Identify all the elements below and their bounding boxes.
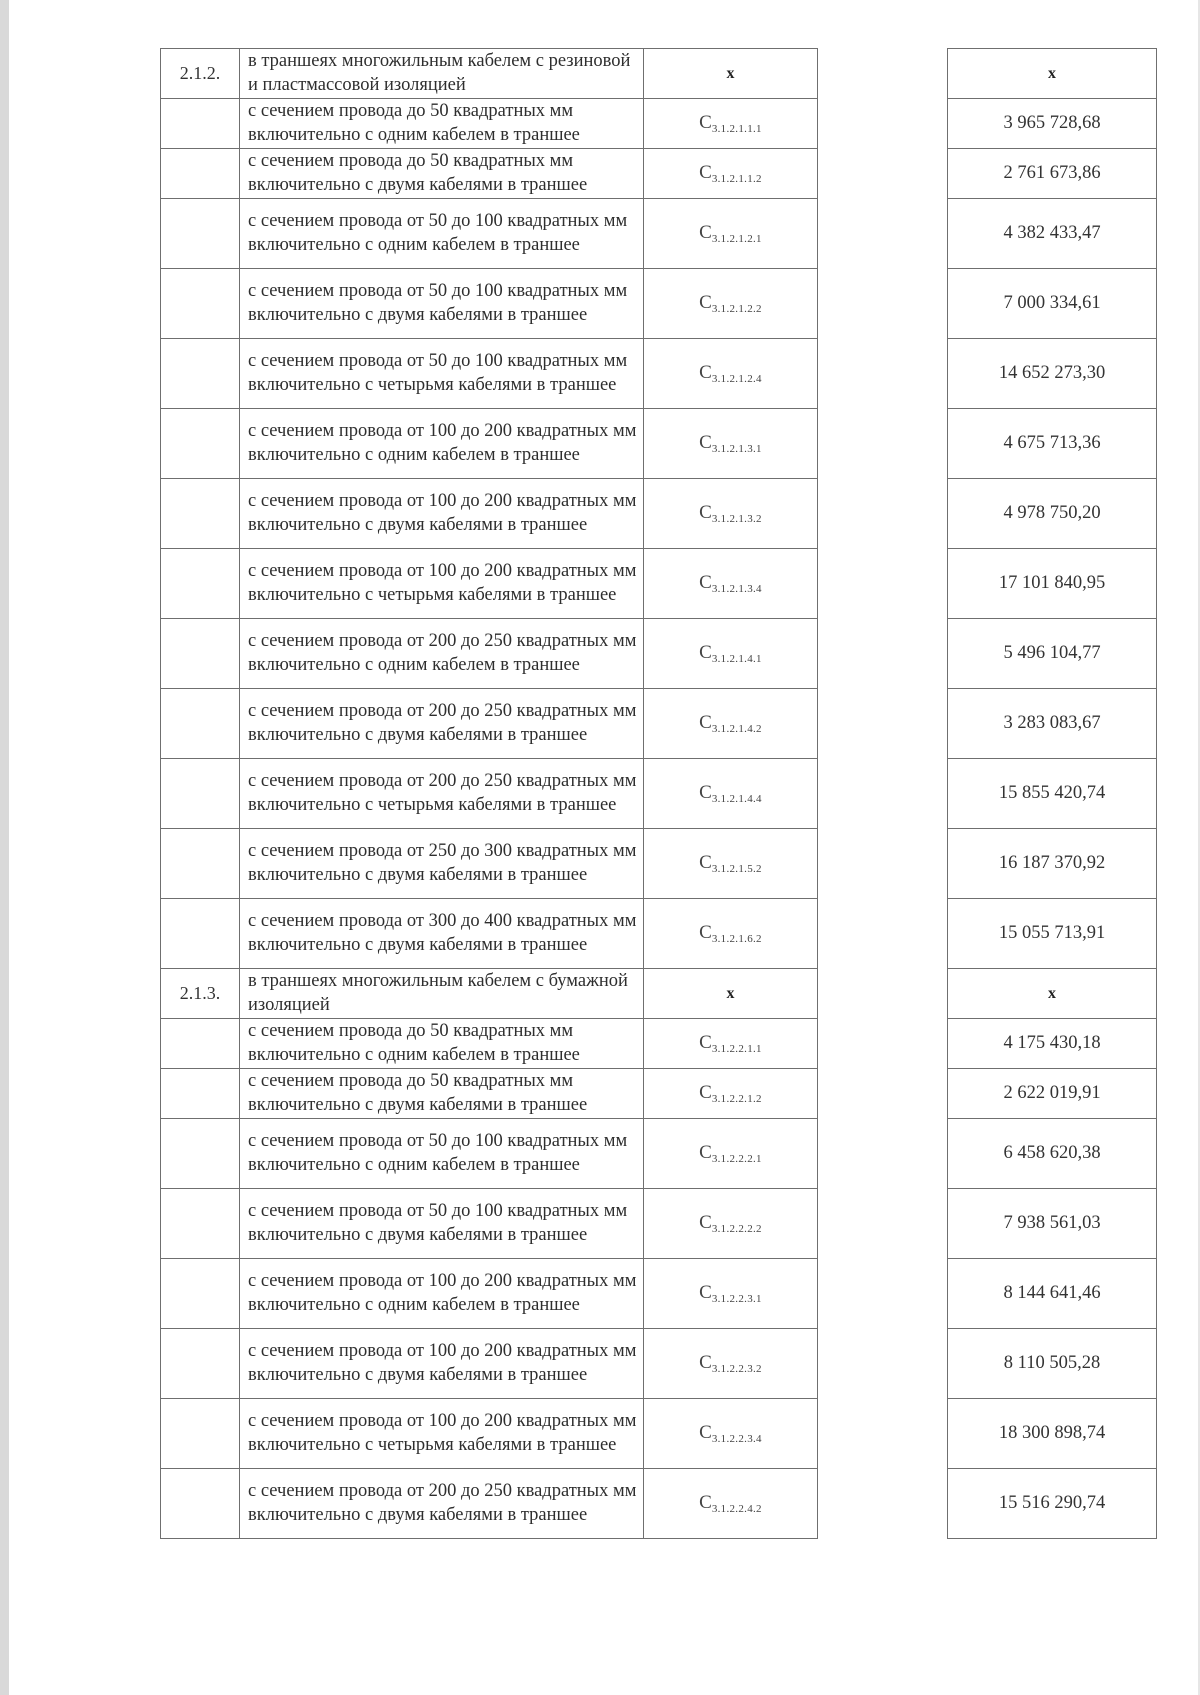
table-row [161, 1189, 1157, 1259]
rate-code-letter: С [699, 1142, 712, 1163]
row-number [161, 619, 240, 689]
table-row [161, 479, 1157, 549]
rate-value: 4 175 430,18 [948, 1019, 1157, 1069]
tariff-table [160, 48, 1157, 1539]
rate-code-index: 3.1.2.1.2.2 [711, 303, 762, 315]
rate-code-letter: С [699, 642, 712, 663]
row-number [161, 1069, 240, 1119]
row-description: с сечением провода от 100 до 200 квадратных мм включительно с двумя кабелями в траншее [240, 1329, 644, 1399]
table-row [161, 549, 1157, 619]
rate-code-letter: С [699, 1032, 712, 1053]
rate-code [644, 199, 818, 269]
rate-code [644, 479, 818, 549]
row-number [161, 549, 240, 619]
empty-column [818, 829, 948, 899]
tariff-table-body [161, 49, 1157, 1539]
rate-code-index: 3.1.2.1.3.4 [711, 583, 762, 595]
row-description: с сечением провода до 50 квадратных мм включительно с двумя кабелями в траншее [240, 149, 644, 199]
empty-column [818, 409, 948, 479]
empty-column [818, 99, 948, 149]
rate-code-index: 3.1.2.2.1.2 [711, 1093, 762, 1105]
rate-value: 7 938 561,03 [948, 1189, 1157, 1259]
rate-code-index: 3.1.2.1.3.2 [711, 513, 762, 525]
rate-code-letter: С [699, 502, 712, 523]
rate-code-index: 3.1.2.1.4.4 [711, 793, 762, 805]
table-row [161, 1119, 1157, 1189]
table-row [161, 1259, 1157, 1329]
rate-code [644, 269, 818, 339]
row-number: 2.1.3. [161, 969, 240, 1019]
empty-column [818, 689, 948, 759]
rate-code-letter: С [699, 712, 712, 733]
rate-code-index: 3.1.2.2.2.2 [711, 1223, 762, 1235]
rate-code-letter: С [699, 1082, 712, 1103]
empty-column [818, 149, 948, 199]
rate-code-index: 3.1.2.1.1.2 [711, 173, 762, 185]
empty-column [818, 1399, 948, 1469]
row-number [161, 1119, 240, 1189]
rate-code [644, 549, 818, 619]
rate-code-index: 3.1.2.2.1.1 [711, 1043, 762, 1055]
rate-code [644, 1399, 818, 1469]
row-number: 2.1.2. [161, 49, 240, 99]
rate-code-letter: С [699, 1212, 712, 1233]
row-description: с сечением провода до 50 квадратных мм включительно с одним кабелем в траншее [240, 99, 644, 149]
rate-code-index: 3.1.2.2.3.4 [711, 1433, 762, 1445]
rate-code-letter: С [699, 1492, 712, 1513]
rate-code-index: 3.1.2.2.4.2 [711, 1503, 762, 1515]
rate-value: 15 055 713,91 [948, 899, 1157, 969]
table-row [161, 149, 1157, 199]
row-number [161, 1469, 240, 1539]
rate-code [644, 1329, 818, 1399]
rate-value: 8 110 505,28 [948, 1329, 1157, 1399]
rate-code [644, 99, 818, 149]
row-number [161, 1019, 240, 1069]
row-description: с сечением провода от 50 до 100 квадратных мм включительно с четырьмя кабелями в траншее [240, 339, 644, 409]
rate-value: 6 458 620,38 [948, 1119, 1157, 1189]
table-row [161, 759, 1157, 829]
scan-left-edge [0, 0, 9, 1695]
empty-column [818, 969, 948, 1019]
empty-column [818, 1119, 948, 1189]
empty-column [818, 339, 948, 409]
row-description: с сечением провода от 100 до 200 квадратных мм включительно с одним кабелем в траншее [240, 1259, 644, 1329]
rate-value: 8 144 641,46 [948, 1259, 1157, 1329]
row-description: с сечением провода от 200 до 250 квадратных мм включительно с четырьмя кабелями в траншее [240, 759, 644, 829]
rate-code-index: 3.1.2.1.2.1 [711, 233, 762, 245]
row-number [161, 339, 240, 409]
table-row [161, 199, 1157, 269]
rate-value: 2 761 673,86 [948, 149, 1157, 199]
empty-column [818, 269, 948, 339]
row-description: с сечением провода до 50 квадратных мм включительно с одним кабелем в траншее [240, 1019, 644, 1069]
row-number [161, 149, 240, 199]
table-row [161, 409, 1157, 479]
rate-code-index: 3.1.2.1.3.1 [711, 443, 762, 455]
rate-value: 14 652 273,30 [948, 339, 1157, 409]
section-row [161, 969, 1157, 1019]
row-number [161, 1189, 240, 1259]
rate-code [644, 899, 818, 969]
rate-value: 17 101 840,95 [948, 549, 1157, 619]
rate-code-letter: С [699, 222, 712, 243]
row-description: с сечением провода от 200 до 250 квадратных мм включительно с двумя кабелями в траншее [240, 689, 644, 759]
rate-code: x [644, 969, 818, 1019]
rate-code-index: 3.1.2.1.2.4 [711, 373, 762, 385]
rate-value: 2 622 019,91 [948, 1069, 1157, 1119]
rate-value: x [948, 969, 1157, 1019]
rate-value: 4 978 750,20 [948, 479, 1157, 549]
rate-code: x [644, 49, 818, 99]
empty-column [818, 549, 948, 619]
table-row [161, 1019, 1157, 1069]
rate-code-index: 3.1.2.1.4.1 [711, 653, 762, 665]
row-description: с сечением провода от 250 до 300 квадратных мм включительно с двумя кабелями в траншее [240, 829, 644, 899]
table-row [161, 829, 1157, 899]
rate-code-letter: С [699, 922, 712, 943]
row-description: с сечением провода от 100 до 200 квадратных мм включительно с четырьмя кабелями в траншее [240, 549, 644, 619]
row-number [161, 759, 240, 829]
rate-code [644, 1259, 818, 1329]
rate-value: 5 496 104,77 [948, 619, 1157, 689]
rate-code-letter: С [699, 432, 712, 453]
empty-column [818, 899, 948, 969]
rate-value: 15 855 420,74 [948, 759, 1157, 829]
empty-column [818, 199, 948, 269]
table-row [161, 1399, 1157, 1469]
empty-column [818, 1469, 948, 1539]
table-row [161, 269, 1157, 339]
empty-column [818, 49, 948, 99]
row-number [161, 99, 240, 149]
row-number [161, 199, 240, 269]
row-number [161, 479, 240, 549]
row-description: с сечением провода от 50 до 100 квадратных мм включительно с двумя кабелями в траншее [240, 1189, 644, 1259]
rate-code-index: 3.1.2.2.2.1 [711, 1153, 762, 1165]
empty-column [818, 1019, 948, 1069]
rate-code-letter: С [699, 1352, 712, 1373]
rate-code [644, 1069, 818, 1119]
row-number [161, 409, 240, 479]
rate-value: x [948, 49, 1157, 99]
table-row [161, 689, 1157, 759]
row-description: с сечением провода от 50 до 100 квадратных мм включительно с двумя кабелями в траншее [240, 269, 644, 339]
rate-code-index: 3.1.2.1.6.2 [711, 933, 762, 945]
row-number [161, 1329, 240, 1399]
rate-code-index: 3.1.2.1.5.2 [711, 863, 762, 875]
row-description: с сечением провода до 50 квадратных мм включительно с двумя кабелями в траншее [240, 1069, 644, 1119]
rate-code-letter: С [699, 362, 712, 383]
row-number [161, 689, 240, 759]
row-description: с сечением провода от 100 до 200 квадратных мм включительно с одним кабелем в траншее [240, 409, 644, 479]
rate-code [644, 619, 818, 689]
rate-value: 3 283 083,67 [948, 689, 1157, 759]
row-description: с сечением провода от 100 до 200 квадратных мм включительно с четырьмя кабелями в траншее [240, 1399, 644, 1469]
empty-column [818, 619, 948, 689]
row-description: с сечением провода от 200 до 250 квадратных мм включительно с двумя кабелями в траншее [240, 1469, 644, 1539]
row-description: с сечением провода от 300 до 400 квадратных мм включительно с двумя кабелями в траншее [240, 899, 644, 969]
empty-column [818, 1259, 948, 1329]
rate-value: 16 187 370,92 [948, 829, 1157, 899]
rate-value: 15 516 290,74 [948, 1469, 1157, 1539]
row-description: с сечением провода от 50 до 100 квадратных мм включительно с одним кабелем в траншее [240, 1119, 644, 1189]
rate-code-letter: С [699, 1422, 712, 1443]
row-description: в траншеях многожильным кабелем с бумажной изоляцией [240, 969, 644, 1019]
rate-code-letter: С [699, 162, 712, 183]
empty-column [818, 1069, 948, 1119]
rate-code [644, 759, 818, 829]
rate-code [644, 1189, 818, 1259]
rate-code-index: 3.1.2.2.3.1 [711, 1293, 762, 1305]
table-row [161, 339, 1157, 409]
row-number [161, 829, 240, 899]
rate-code-letter: С [699, 292, 712, 313]
table-row [161, 99, 1157, 149]
section-row [161, 49, 1157, 99]
rate-code-letter: С [699, 112, 712, 133]
rate-code-index: 3.1.2.1.4.2 [711, 723, 762, 735]
table-row [161, 619, 1157, 689]
row-description: с сечением провода от 100 до 200 квадратных мм включительно с двумя кабелями в траншее [240, 479, 644, 549]
rate-code [644, 1019, 818, 1069]
rate-code-index: 3.1.2.2.3.2 [711, 1363, 762, 1375]
rate-code [644, 149, 818, 199]
empty-column [818, 479, 948, 549]
table-row [161, 1469, 1157, 1539]
rate-code [644, 339, 818, 409]
empty-column [818, 1329, 948, 1399]
rate-code [644, 409, 818, 479]
row-description: в траншеях многожильным кабелем с резиновой и пластмассовой изоляцией [240, 49, 644, 99]
table-row [161, 1329, 1157, 1399]
rate-code-letter: С [699, 782, 712, 803]
row-description: с сечением провода от 50 до 100 квадратных мм включительно с одним кабелем в траншее [240, 199, 644, 269]
rate-value: 3 965 728,68 [948, 99, 1157, 149]
rate-code-letter: С [699, 852, 712, 873]
rate-code [644, 689, 818, 759]
rate-code-letter: С [699, 572, 712, 593]
rate-code [644, 829, 818, 899]
empty-column [818, 1189, 948, 1259]
rate-code [644, 1119, 818, 1189]
rate-value: 4 382 433,47 [948, 199, 1157, 269]
rate-value: 7 000 334,61 [948, 269, 1157, 339]
rate-code [644, 1469, 818, 1539]
table-row [161, 899, 1157, 969]
rate-value: 4 675 713,36 [948, 409, 1157, 479]
row-number [161, 1399, 240, 1469]
rate-code-index: 3.1.2.1.1.1 [711, 123, 762, 135]
row-number [161, 899, 240, 969]
table-row [161, 1069, 1157, 1119]
empty-column [818, 759, 948, 829]
row-number [161, 269, 240, 339]
row-number [161, 1259, 240, 1329]
rate-value: 18 300 898,74 [948, 1399, 1157, 1469]
row-description: с сечением провода от 200 до 250 квадратных мм включительно с одним кабелем в траншее [240, 619, 644, 689]
rate-code-letter: С [699, 1282, 712, 1303]
